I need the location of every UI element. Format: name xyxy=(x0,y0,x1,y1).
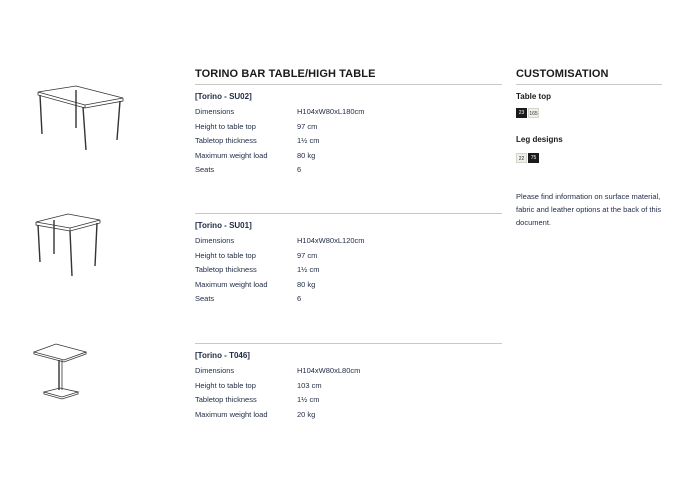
spec-row-seats xyxy=(195,165,505,177)
spec-row-weight xyxy=(195,151,505,163)
spec-row-height xyxy=(195,381,505,393)
spec-label: Dimensions xyxy=(195,366,235,375)
spec-list xyxy=(195,366,505,422)
page-title: TORINO BAR TABLE/HIGH TABLE xyxy=(195,68,376,80)
section-divider xyxy=(195,213,502,214)
spec-label: Tabletop thickness xyxy=(195,265,257,274)
customisation-title: CUSTOMISATION xyxy=(516,68,609,80)
spec-value: 80 kg xyxy=(297,150,316,160)
spec-value: 1½ cm xyxy=(297,265,320,274)
spec-row-dimensions xyxy=(195,236,505,248)
spec-value: 97 cm xyxy=(297,250,318,260)
spec-row-height xyxy=(195,251,505,263)
spec-label: Tabletop thickness xyxy=(195,136,257,145)
spec-label: Height to table top xyxy=(195,121,256,131)
spec-value: H104xW80xL120cm xyxy=(297,236,365,245)
spec-label: Height to table top xyxy=(195,250,256,260)
spec-value: 1½ cm xyxy=(297,395,320,404)
spec-label: Maximum weight load xyxy=(195,409,268,419)
spec-label: Dimensions xyxy=(195,236,235,245)
spec-label: Tabletop thickness xyxy=(195,395,257,404)
spec-list xyxy=(195,107,505,177)
spec-row-thickness xyxy=(195,136,505,148)
spec-row-weight xyxy=(195,280,505,292)
table-illustration-su01 xyxy=(30,210,110,280)
spec-value: 6 xyxy=(297,294,302,303)
spec-row-dimensions xyxy=(195,107,505,119)
swatch-leg-22[interactable]: 22 xyxy=(516,153,527,163)
swatch-table-top-23[interactable]: 23 xyxy=(516,108,527,118)
spec-value: 6 xyxy=(297,165,302,174)
table-illustration-t046 xyxy=(30,340,94,406)
spec-row-weight xyxy=(195,410,505,422)
spec-value: 80 kg xyxy=(297,279,316,289)
customisation-note: Please find information on surface material, fabric and leather options at the back of this document. xyxy=(516,192,662,227)
table-top-swatches xyxy=(516,108,546,120)
spec-value: H104xW80xL180cm xyxy=(297,107,365,116)
table-illustration-su02 xyxy=(30,82,130,154)
product-code: [Torino - SU02] xyxy=(195,92,252,101)
swatch-table-top-165[interactable]: 165 xyxy=(528,108,539,118)
spec-row-height xyxy=(195,122,505,134)
title-divider xyxy=(195,84,502,85)
spec-row-dimensions xyxy=(195,366,505,378)
spec-label: Dimensions xyxy=(195,107,235,116)
spec-row-seats xyxy=(195,294,505,306)
spec-row-thickness xyxy=(195,265,505,277)
section-divider xyxy=(195,343,502,344)
spec-label: Maximum weight load xyxy=(195,279,268,289)
swatch-leg-75[interactable]: 75 xyxy=(528,153,539,163)
spec-list xyxy=(195,236,505,306)
spec-label: Seats xyxy=(195,165,215,174)
spec-label: Seats xyxy=(195,294,215,303)
spec-value: H104xW80xL80cm xyxy=(297,366,361,375)
spec-value: 103 cm xyxy=(297,380,322,390)
leg-design-swatches xyxy=(516,153,546,165)
spec-value: 20 kg xyxy=(297,409,316,419)
product-code: [Torino - SU01] xyxy=(195,221,252,230)
spec-label: Maximum weight load xyxy=(195,150,268,160)
spec-label: Height to table top xyxy=(195,380,256,390)
spec-row-thickness xyxy=(195,395,505,407)
customisation-divider xyxy=(516,84,662,85)
table-top-heading: Table top xyxy=(516,92,551,101)
product-code: [Torino - T046] xyxy=(195,351,250,360)
leg-designs-heading: Leg designs xyxy=(516,135,563,144)
spec-value: 97 cm xyxy=(297,121,318,131)
spec-value: 1½ cm xyxy=(297,136,320,145)
